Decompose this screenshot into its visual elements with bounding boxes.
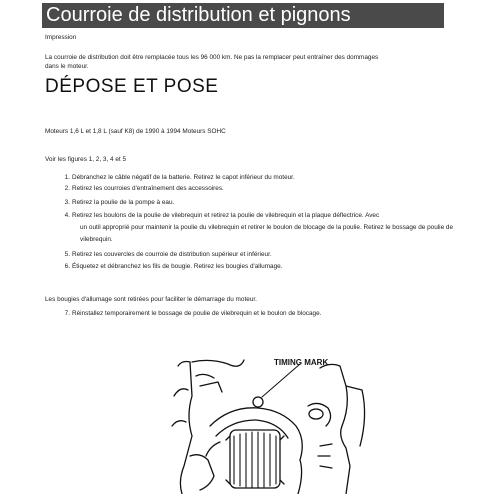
see-figures-text: Voir les figures 1, 2, 3, 4 et 5 xyxy=(45,156,126,163)
spark-plug-note: Les bougies d'allumage sont retirées pour faciliter le démarrage du moteur. xyxy=(45,296,257,303)
step-number: 7. xyxy=(64,310,70,317)
engine-applicability: Moteurs 1,6 L et 1,8 L (sauf K8) de 1990 à 1994 Moteurs SOHC xyxy=(45,128,226,135)
step-number: 2. xyxy=(64,185,70,192)
step-number: 5. xyxy=(64,251,70,258)
step-text: Retirez les boulons de la poulie de vilebrequin et retirez la poulie de vilebrequin et la plaque déflectrice. Avec xyxy=(72,212,380,219)
step-text: Étiquetez et débranchez les fils de bougie. Retirez les bougies d'allumage. xyxy=(72,263,283,270)
timing-mark-circle xyxy=(253,397,263,407)
intro-line-2: dans le moteur. xyxy=(45,63,89,70)
step-number: 3. xyxy=(64,199,70,206)
step-text: vilebrequin. xyxy=(80,236,113,243)
step-text: Débranchez le câble négatif de la batterie. Retirez le capot inférieur du moteur. xyxy=(72,174,295,181)
intro-line-1: La courroie de distribution doit être remplacée tous les 96 000 km. Ne pas la remplacer peut entraîner des dommages xyxy=(45,54,379,61)
step-text: Retirez la poulie de la pompe à eau. xyxy=(72,199,175,206)
step-text: Retirez les couvercles de courroie de distribution supérieur et inférieur. xyxy=(72,251,272,258)
step-number: 6. xyxy=(64,263,70,270)
engine-block-outline xyxy=(178,362,192,494)
impression-link[interactable]: Impression xyxy=(45,34,77,41)
page-title: Courroie de distribution et pignons xyxy=(42,3,444,28)
step-text: Réinstallez temporairement le bossage de poulie de vilebrequin et le boulon de blocage. xyxy=(72,310,322,317)
timing-mark-leader xyxy=(262,364,300,397)
step-number: 4. xyxy=(64,212,70,219)
step-number: 1. xyxy=(64,174,70,181)
step-text: un outil approprié pour maintenir la poulie du vilebrequin et retirer le boulon de blocage de la poulie. Retirez le bossage de poulie de xyxy=(80,224,454,231)
timing-mark-figure xyxy=(170,356,370,494)
step-text: Retirez les courroies d'entraînement des accessoires. xyxy=(72,185,224,192)
section-heading: DÉPOSE ET POSE xyxy=(45,76,219,97)
crankshaft-sprocket-teeth xyxy=(234,432,276,488)
timing-mark-label: TIMING MARK xyxy=(274,358,329,367)
